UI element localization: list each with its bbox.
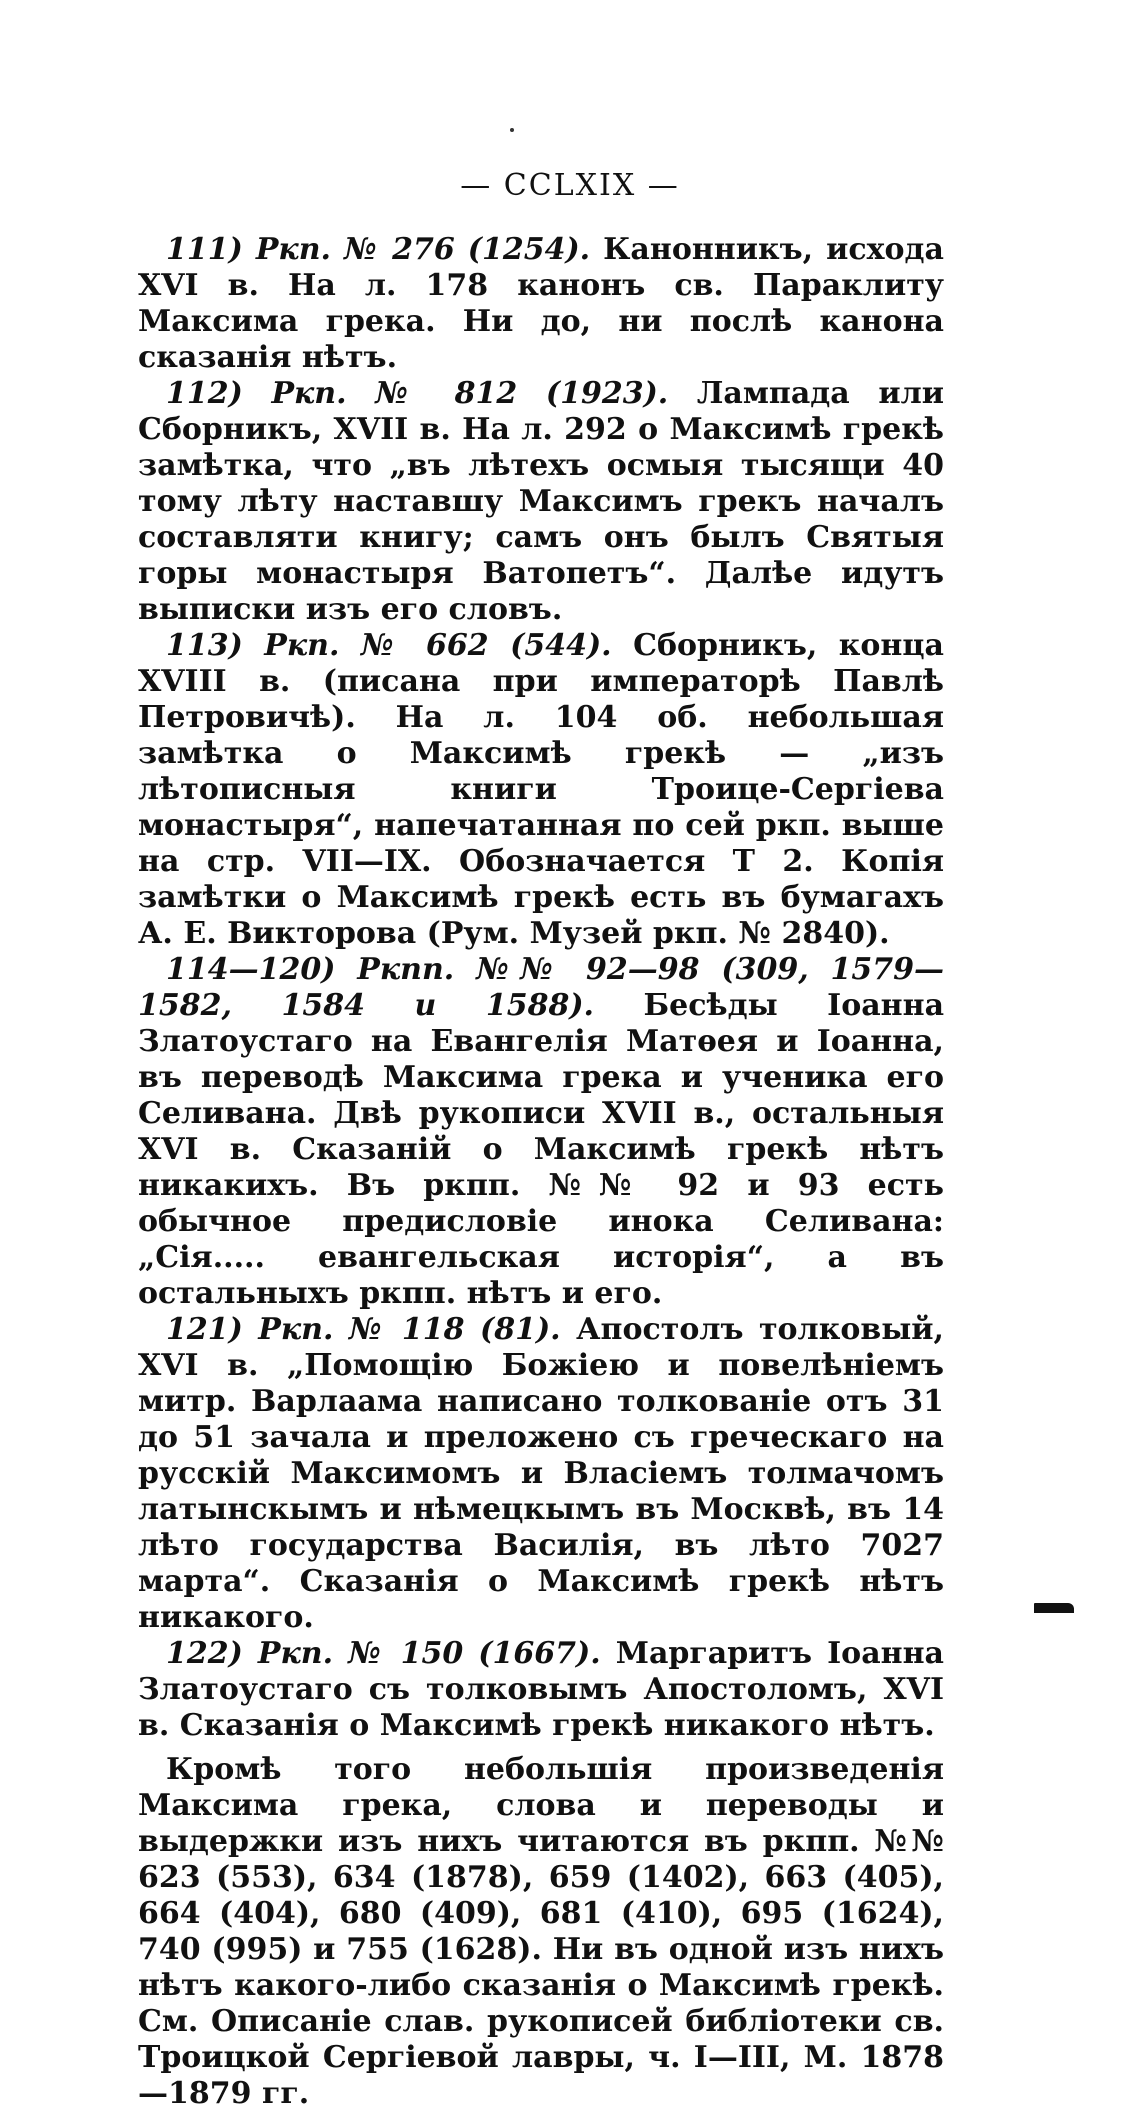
entry-description: Лампада или Сборникъ, XVII в. На л. 292 о Максимѣ грекѣ замѣтка, что „въ лѣтехъ осмыя тысящи 40 тому лѣту наставшу Максимъ грекъ началъ составляти книгу; самъ онъ былъ Святыя горы монастыря Ватопетъ“. Далѣе идутъ выписки изъ его словъ.: [138, 376, 944, 627]
entry-122: [138, 1636, 944, 1744]
manuscript-reference: 122) Ркп. № 150 (1667).: [166, 1636, 601, 1671]
entry-121: [138, 1312, 944, 1636]
manuscript-reference: 111) Ркп. № 276 (1254).: [166, 232, 591, 267]
closing-paragraph: Кромѣ того небольшія произведенія Максима грека, слова и переводы и выдержки изъ нихъ читаются въ ркпп. №№ 623 (553), 634 (1878), 659 (1402), 663 (405), 664 (404), 680 (409), 681 (410), 695 (1624), 740 (995) и 755 (1628). Ни въ одной изъ нихъ нѣтъ какого-либо сказанія о Максимѣ грекѣ. См. Описаніе слав. рукописей библіотеки св. Троицкой Сергіевой лавры, ч. I—III, М. 1878—1879 гг.: [138, 1752, 944, 2111]
manuscript-reference: 113) Ркп. № 662 (544).: [166, 628, 612, 663]
entry-description: Сборникъ, конца XVIII в. (писана при императорѣ Павлѣ Петровичѣ). На л. 104 об. небольшая замѣтка о Максимѣ грекѣ — „изъ лѣтописныя книги Троице-Сергіева монастыря“, напечатанная по сей ркп. выше на стр. VII—IX. Обозначается Т 2. Копія замѣтки о Максимѣ грекѣ есть въ бумагахъ А. Е. Викторова (Рум. Музей ркп. № 2840).: [138, 628, 944, 951]
entry-112: [138, 376, 944, 628]
manuscript-reference: 121) Ркп. № 118 (81).: [166, 1312, 561, 1347]
entry-description: Апостолъ толковый, XVI в. „Помощію Божіею и повелѣніемъ митр. Варлаама написано толкованіе отъ 31 до 51 зачала и преложено съ греческаго на русскій Максимомъ и Власіемъ толмачомъ латынскымъ и нѣмецкымъ въ Москвѣ, въ 14 лѣто государства Василія, въ лѣто 7027 марта“. Сказанія о Максимѣ грекѣ нѣтъ никакого.: [138, 1312, 944, 1635]
scan-corner-mark: [1034, 1603, 1074, 1613]
page-body: [138, 232, 944, 2112]
manuscript-reference: 114—120) Ркпп. №№ 92—98 (309, 1579—1582, 1584 и 1588).: [138, 952, 944, 1023]
print-speck: [510, 128, 514, 132]
page-number-header: — CCLXIX —: [460, 168, 680, 203]
entry-description: Бесѣды Іоанна Златоустаго на Евангелія Матѳея и Іоанна, въ переводѣ Максима грека и ученика его Селивана. Двѣ рукописи XVII в., остальныя XVI в. Сказаній о Максимѣ грекѣ нѣтъ никакихъ. Въ ркпп. №№ 92 и 93 есть обычное предисловіе инока Селивана: „Сія..... евангельская исторія“, а въ остальныхъ ркпп. нѣтъ и его.: [138, 988, 945, 1311]
entry-114-120: [138, 952, 944, 1312]
entry-description: Канонникъ, исхода XVI в. На л. 178 канонъ св. Параклиту Максима грека. Ни до, ни послѣ канона сказанія нѣтъ.: [138, 232, 944, 375]
entry-description: Маргаритъ Іоанна Златоустаго съ толковымъ Апостоломъ, XVI в. Сказанія о Максимѣ грекѣ никакого нѣтъ.: [138, 1636, 944, 1743]
entry-111: [138, 232, 944, 376]
entry-113: [138, 628, 944, 952]
manuscript-reference: 112) Ркп. № 812 (1923).: [166, 376, 669, 411]
